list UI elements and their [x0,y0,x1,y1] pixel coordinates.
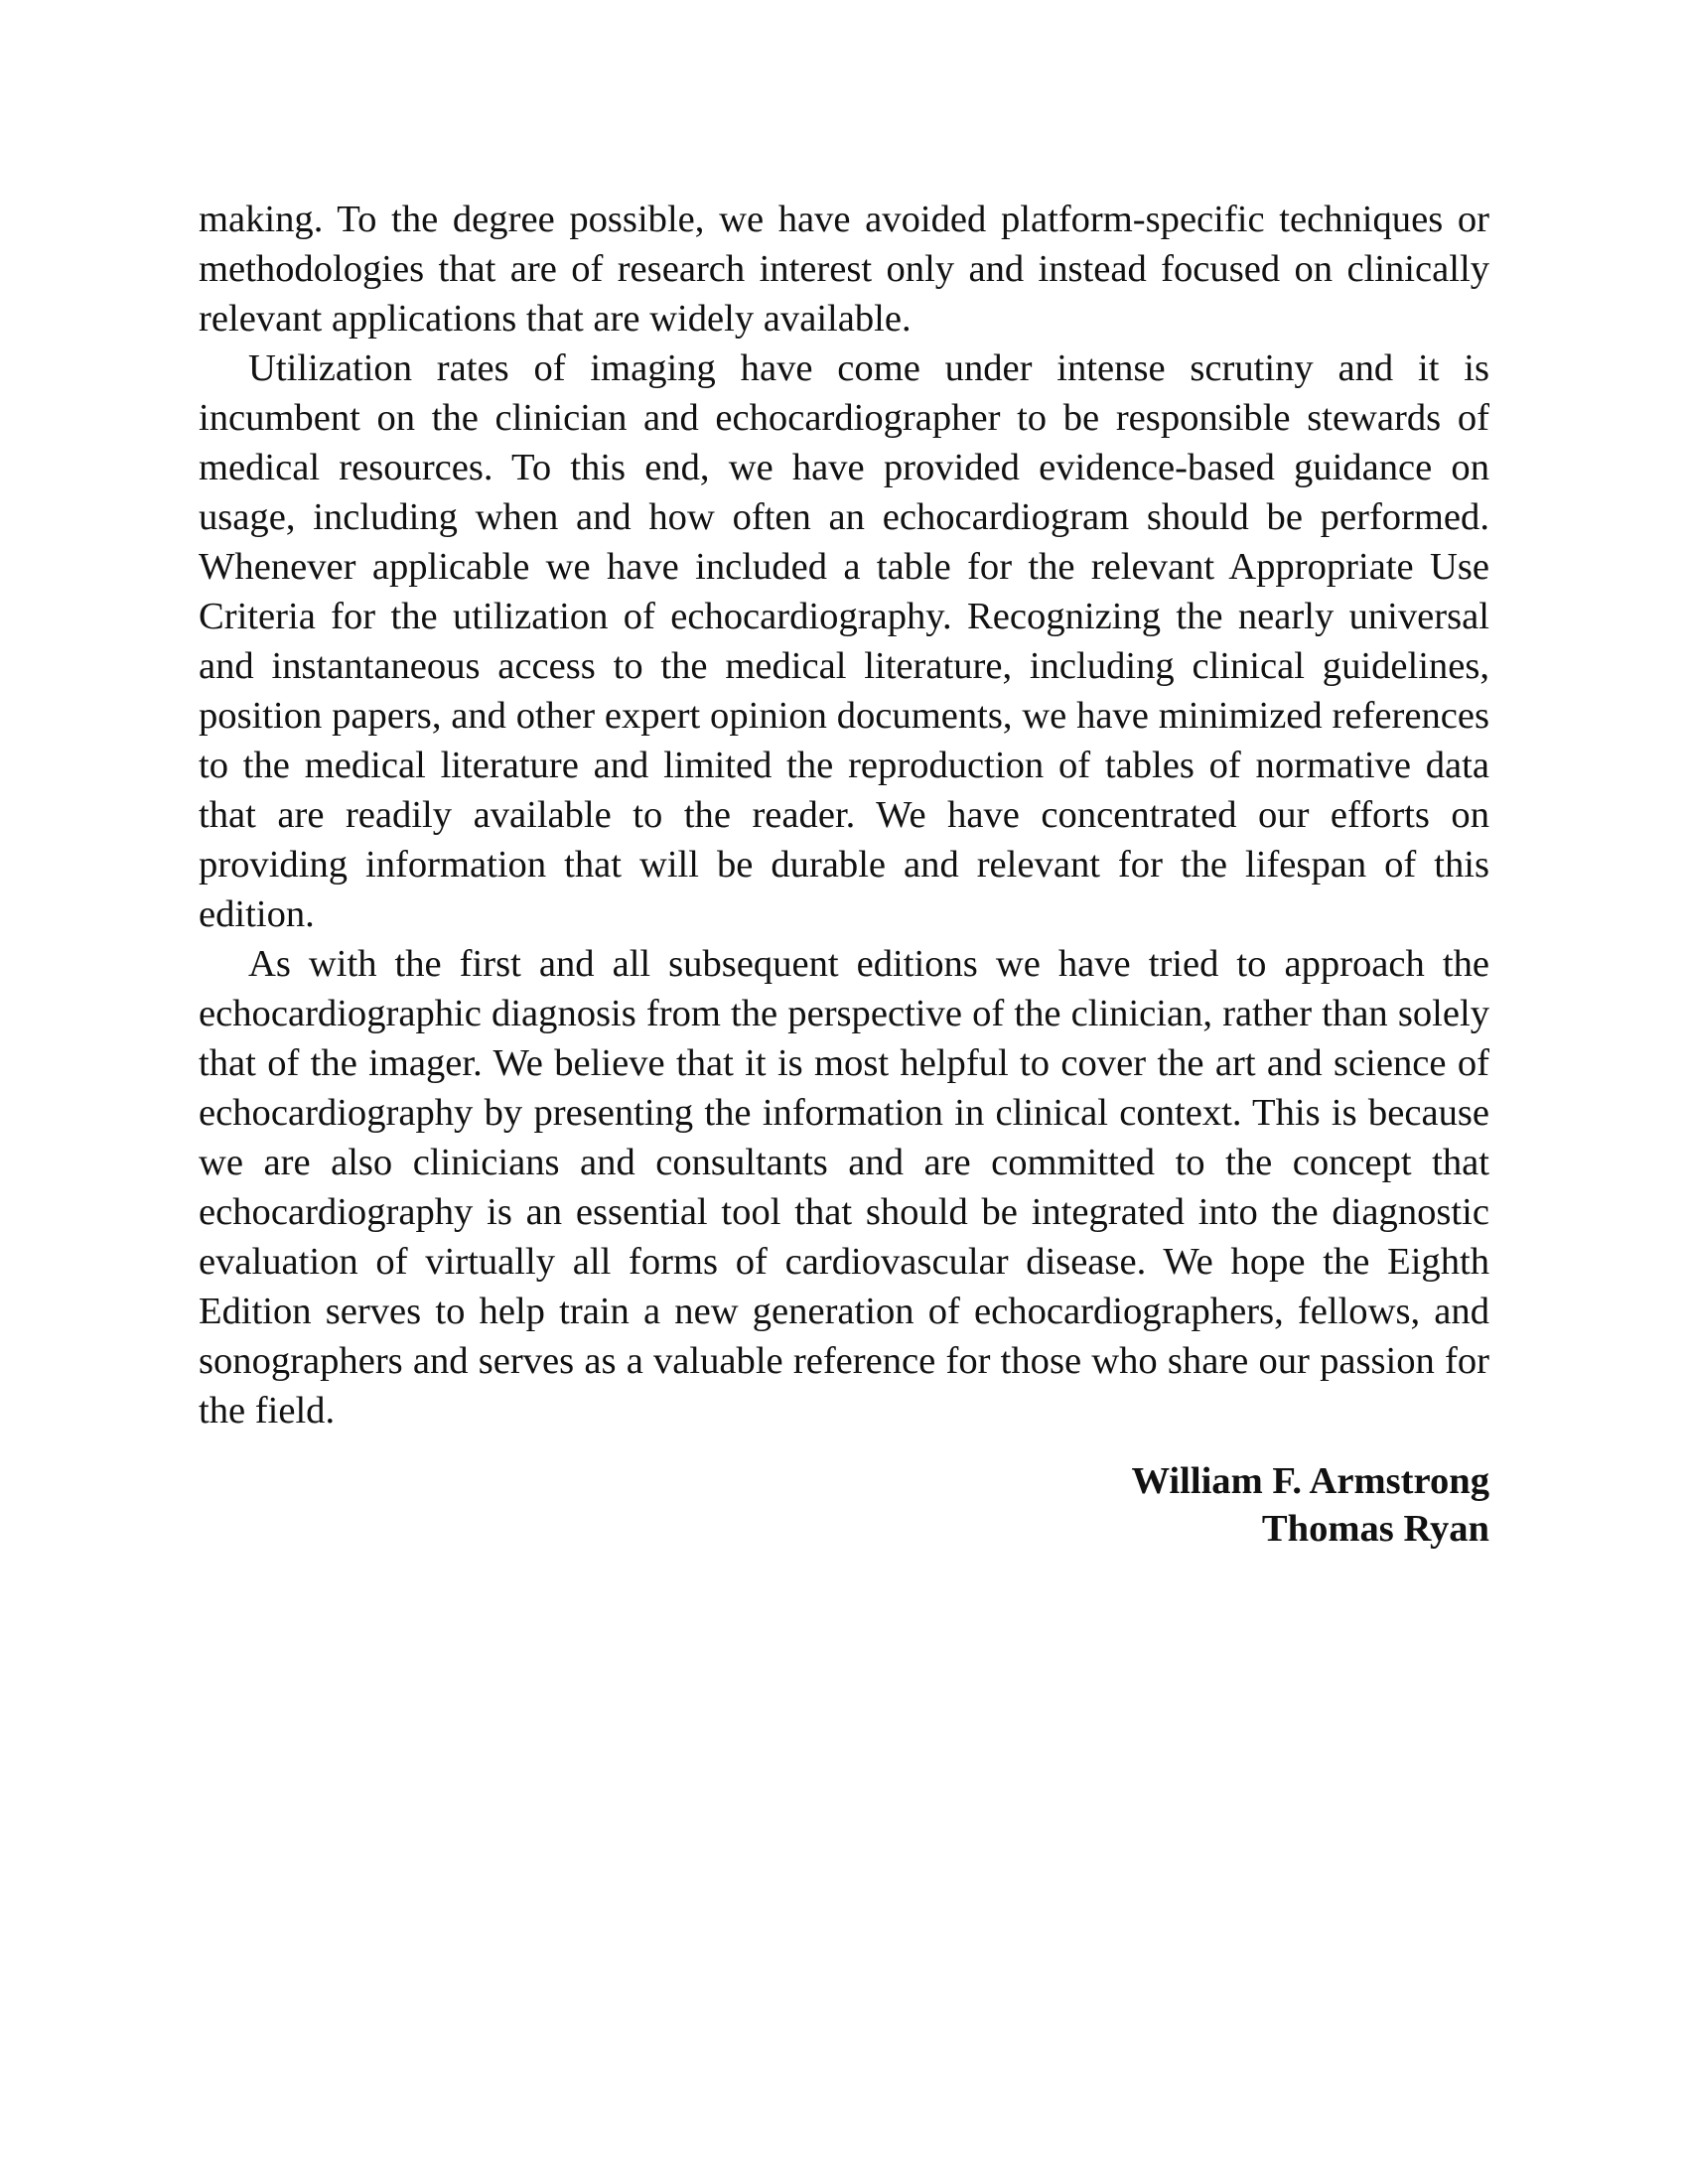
document-page [199,195,1489,1553]
author-signature: Thomas Ryan [1261,1508,1489,1550]
signature-block [199,1457,1489,1553]
paragraph-utilization: Utilization rates of imaging have come under intense scrutiny and it is incumbent on the clinician and echocardiographer to be responsible stewards of medical resources. To this end, we have provided evidence-based guidance on usage, including when and how often an echocardiogram should be performed. Whenever applicable we have included a table for the relevant Appropriate Use Criteria for the utilization of echocardiography. Recognizing the nearly universal and instantaneous access to the medical literature, including clinical guidelines, position papers, and other expert opinion documents, we have minimized references to the medical literature and limited the reproduction of tables of normative data that are readily available to the reader. We have concentrated our efforts on providing information that will be durable and relevant for the lifespan of this edition. [199,347,1489,935]
author-signature: William F. Armstrong [1131,1460,1489,1502]
paragraph-continued: making. To the degree possible, we have avoided platform-specific techniques or methodologies that are of research interest only and instead focused on clinically relevant applications that are widely available. [199,199,1489,340]
paragraph-editions: As with the first and all subsequent editions we have tried to approach the echocardiographic diagnosis from the perspective of the clinician, rather than solely that of the imager. We believe that it is most helpful to cover the art and science of echocardiography by presenting the information in clinical context. This is because we are also clinicians and consultants and are committed to the concept that echocardiography is an essential tool that should be integrated into the diagnostic evaluation of virtually all forms of cardiovascular disease. We hope the Eighth Edition serves to help train a new generation of echocardiographers, fellows, and sonographers and serves as a valuable reference for those who share our passion for the field. [199,943,1489,1432]
